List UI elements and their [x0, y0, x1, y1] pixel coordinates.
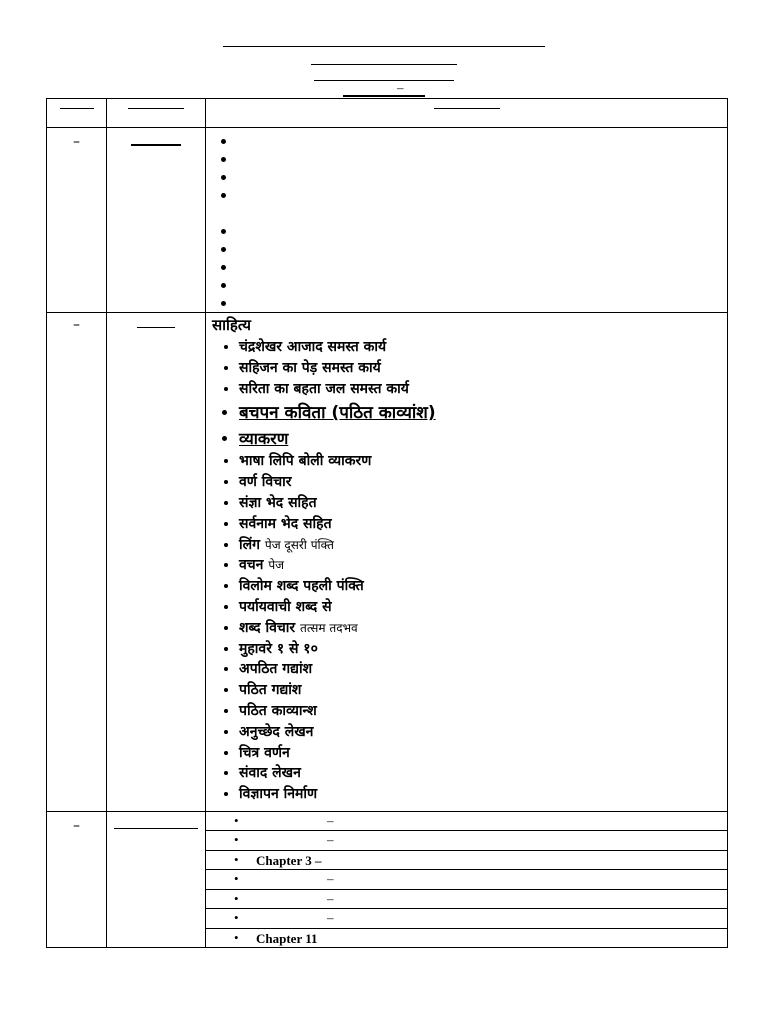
topic-text: पठित गद्यांश — [239, 682, 302, 699]
subject-cell — [107, 128, 206, 313]
topic-note: पेज — [268, 558, 285, 573]
list-item — [239, 379, 727, 400]
topic-note: तत्सम तदभव — [300, 620, 358, 635]
bullet-list — [206, 132, 727, 312]
chapter-dash: – — [327, 910, 334, 926]
list-item — [239, 784, 727, 805]
row-number-cell — [47, 811, 107, 948]
row-number-cell — [47, 313, 107, 812]
topic-text: अनुच्छेद लेखन — [239, 723, 314, 740]
chapter-dash: – — [327, 890, 334, 906]
topic-note: पेज दूसरी पंक्ति — [264, 537, 334, 552]
bullet-icon: • — [234, 832, 239, 848]
chapter-dash: – — [327, 871, 334, 887]
topic-text: व्याकरण — [239, 429, 289, 449]
table-row — [47, 313, 728, 812]
list-item — [238, 258, 727, 276]
list-item — [239, 514, 727, 535]
title-underline-4 — [343, 95, 425, 97]
bullet-icon: • — [234, 890, 239, 906]
subject-cell — [107, 811, 206, 948]
list-item — [239, 743, 727, 764]
topic-text: अपठित गद्यांश — [239, 661, 313, 678]
chapter-row — [206, 929, 727, 948]
title-underline-3 — [314, 80, 454, 81]
list-item — [239, 399, 727, 427]
topic-text: विलोम शब्द पहली पंक्ति — [239, 578, 364, 595]
bullet-icon: • — [234, 929, 239, 945]
topic-list — [206, 337, 727, 805]
topic-text: सर्वनाम भेद सहित — [239, 515, 332, 532]
topic-text: संवाद लेखन — [239, 765, 301, 782]
bullet-icon: • — [234, 910, 239, 926]
section-title: साहित्य — [212, 316, 251, 334]
topic-text: विज्ञापन निर्माण — [239, 786, 318, 803]
list-item — [239, 427, 727, 451]
list-item — [239, 659, 727, 680]
list-item — [238, 294, 727, 312]
list-item — [239, 493, 727, 514]
topic-text: पठित काव्यान्श — [239, 702, 317, 719]
topic-text: शब्द विचार — [239, 619, 301, 636]
chapter-dash: – — [327, 812, 334, 828]
list-item — [238, 132, 727, 150]
subject-underline — [114, 828, 198, 829]
subject-underline — [131, 144, 181, 146]
bullet-icon: • — [234, 812, 239, 828]
list-item — [239, 639, 727, 660]
header-cell-3 — [206, 99, 728, 128]
list-item — [238, 168, 727, 186]
table-row — [47, 128, 728, 313]
list-item — [239, 763, 727, 784]
title-underline-1 — [223, 46, 545, 47]
list-item — [239, 597, 727, 618]
topic-text: चित्र वर्णन — [239, 744, 290, 761]
list-item — [238, 150, 727, 168]
list-item — [239, 555, 727, 576]
list-item — [238, 222, 727, 240]
topic-text: भाषा लिपि बोली व्याकरण — [239, 453, 372, 470]
chapter-dash: – — [327, 832, 334, 848]
list-item — [239, 535, 727, 556]
title-separator: – — [397, 80, 404, 95]
list-item — [238, 240, 727, 258]
chapter-row — [206, 851, 727, 871]
list-item — [239, 618, 727, 639]
list-item — [239, 722, 727, 743]
bullet-icon: • — [234, 871, 239, 887]
list-item — [238, 276, 727, 294]
topic-text: बचपन कविता (पठित काव्यांश) — [239, 403, 436, 424]
chapter-row — [206, 870, 727, 890]
list-item — [239, 576, 727, 597]
topic-text: लिंग — [239, 536, 265, 553]
chapter-row — [206, 831, 727, 851]
topic-text: चंद्रशेखर आजाद समस्त कार्य — [239, 339, 387, 355]
content-cell — [206, 128, 728, 313]
content-cell — [206, 811, 728, 948]
list-item — [239, 358, 727, 379]
title-underline-2 — [311, 64, 457, 65]
chapter-label: Chapter 3 – — [256, 852, 322, 868]
chapter-row — [206, 890, 727, 910]
chapter-label: Chapter 11 — [256, 930, 318, 946]
row-number: – — [73, 317, 80, 333]
chapter-row — [206, 812, 727, 832]
content-cell — [206, 313, 728, 812]
topic-text: पर्यायवाची शब्द से — [239, 598, 332, 615]
list-item — [239, 451, 727, 472]
header-cell-1 — [47, 99, 107, 128]
table-header-row — [47, 99, 728, 128]
list-item — [239, 472, 727, 493]
row-number: – — [73, 134, 80, 150]
topic-text: वचन — [239, 557, 269, 574]
list-item — [239, 337, 727, 358]
topic-text: वर्ण विचार — [239, 474, 292, 491]
topic-text: सहिजन का पेड़ समस्त कार्य — [239, 359, 381, 376]
topic-text: मुहावरे १ से १० — [239, 640, 318, 657]
header-cell-2 — [107, 99, 206, 128]
row-number: – — [73, 817, 80, 834]
list-item — [239, 701, 727, 722]
bullet-icon: • — [234, 851, 239, 867]
subject-underline — [137, 327, 175, 328]
list-item — [238, 186, 727, 204]
syllabus-table — [46, 98, 728, 948]
list-item — [239, 680, 727, 701]
table-row — [47, 811, 728, 948]
subject-cell — [107, 313, 206, 812]
row-number-cell — [47, 128, 107, 313]
chapter-row — [206, 909, 727, 929]
topic-text: सरिता का बहता जल समस्त कार्य — [239, 380, 409, 397]
topic-text: संज्ञा भेद सहित — [239, 494, 317, 511]
